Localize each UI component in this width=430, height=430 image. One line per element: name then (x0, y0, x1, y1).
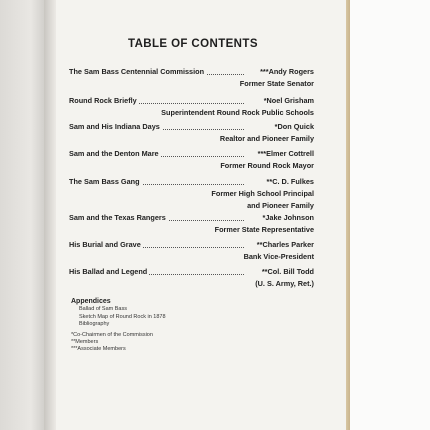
entry-title: Sam and the Denton Mare (69, 149, 159, 158)
toc-entry (69, 148, 314, 172)
entry-author: *Noel Grisham (263, 96, 314, 105)
entry-author: *Jake Johnson (262, 213, 314, 222)
entry-author: *Don Quick (274, 122, 314, 131)
entry-title: Round Rock Briefly (69, 96, 137, 105)
entry-author: ***Elmer Cottrell (257, 149, 314, 158)
author-title: Former State Senator (239, 79, 314, 88)
footnote: **Members (71, 339, 99, 345)
footnote: *Co-Chairmen of the Commission (71, 332, 153, 338)
author-title: Former Round Rock Mayor (220, 161, 314, 170)
toc-entry (69, 266, 314, 290)
appendix-item: Bibliography (79, 321, 110, 327)
left-page (0, 0, 44, 430)
entry-author: **Col. Bill Todd (261, 267, 314, 276)
footnotes (71, 332, 271, 353)
toc-entry (69, 176, 314, 212)
toc-entry (69, 212, 314, 236)
toc-entry (69, 66, 314, 90)
entry-author: **Charles Parker (256, 240, 314, 249)
toc-entry (69, 239, 314, 263)
footnote: ***Associate Members (71, 346, 126, 352)
toc-entry (69, 95, 314, 119)
entry-title: Sam and His Indiana Days (69, 122, 160, 131)
author-title: Superintendent Round Rock Public Schools (161, 108, 314, 117)
appendix-item: Ballad of Sam Bass (79, 306, 127, 312)
entry-title: Sam and the Texas Rangers (69, 213, 166, 222)
author-title: Realtor and Pioneer Family (219, 134, 314, 143)
author-title: Bank Vice-President (243, 252, 314, 261)
entry-title: The Sam Bass Centennial Commission (69, 67, 205, 76)
entry-title: His Ballad and Legend (69, 267, 148, 276)
author-title: and Pioneer Family (247, 201, 314, 210)
entry-title: The Sam Bass Gang (69, 177, 140, 186)
book-gutter (44, 0, 56, 430)
entry-author: ***Andy Rogers (260, 67, 314, 76)
appendices-heading: Appendices (71, 298, 111, 305)
author-title: Former High School Principal (211, 189, 314, 198)
appendix-item: Sketch Map of Round Rock in 1878 (79, 313, 166, 320)
author-title: Former State Representative (214, 225, 314, 234)
entry-title: His Burial and Grave (69, 240, 141, 249)
toc-entry (69, 121, 314, 145)
author-title: (U. S. Army, Ret.) (255, 279, 314, 288)
background (350, 0, 430, 430)
entry-author: **C. D. Fulkes (266, 177, 314, 186)
page-title: TABLE OF CONTENTS (128, 38, 258, 50)
appendices (71, 297, 271, 329)
